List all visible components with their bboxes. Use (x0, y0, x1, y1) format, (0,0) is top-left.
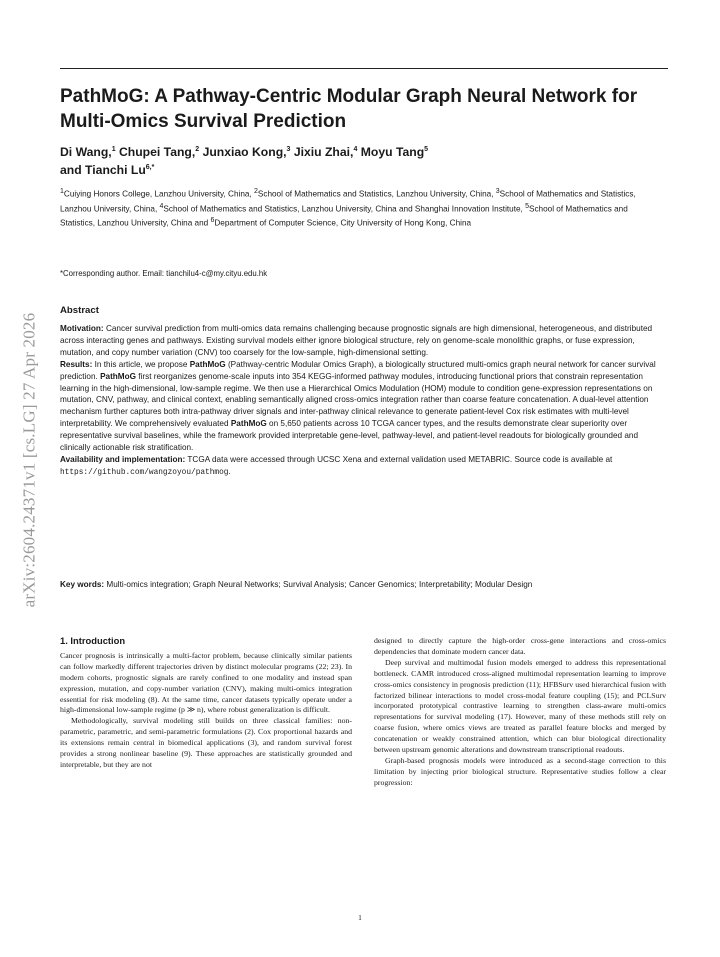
paragraph: designed to directly capture the high-order cross-gene interactions and cross-omics dependencies that dominate modern cancer data. (374, 636, 666, 656)
motivation-label: Motivation: (60, 324, 104, 333)
affiliation-text: School of Mathematics and Statistics, Lanzhou University, China, (257, 189, 496, 199)
paragraph: Methodologically, survival modeling still builds on three classical families: non-parametric, parametric, and semi-parametric formulations (2). Cox proportional hazards and its extensions remain central in biomedical applications (3), and random survival forest provides a strong nonlinear baseline (9). These approaches are statistically grounded and interpretable, but they are not (60, 716, 352, 769)
motivation-text: Cancer survival prediction from multi-omics data remains challenging because prognostic signals are high dimensional, heterogeneous, and distributed across interacting genes and pathways. Existing survival models either ignore biological structure, rely on genome-scale monolithic graphs, or fuse expression, mutation, and copy number variation (CNV) too coarsely for the low-sample, high-dimensional setting. (60, 324, 653, 357)
availability-label: Availability and implementation: (60, 454, 186, 464)
method-name: PathMoG (230, 419, 267, 429)
method-name: PathMoG (100, 371, 136, 381)
author-name: Chupei Tang, (118, 145, 196, 160)
source-code-link[interactable]: https://github.com/wangzoyou/pathmog (60, 468, 229, 477)
paragraph: Cancer prognosis is intrinsically a multi-factor problem, because clinically similar patients can follow markedly different trajectories driven by distinct molecular programs (22; 23). In modern cohorts, prognostic signals are rarely confined to one modality and instead span expression, mutation, and copy-number variation (CNV), making multi-omics integration essential for risk modeling (8). At the same time, cancer datasets typically operate under a high-dimensional low-sample regime (p ≫ n), where robust generalization is difficult. (60, 650, 352, 715)
results-text: first reorganizes genome-scale inputs into 354 KEGG-informed pathway modules, introducing functional priors that constrain representation learning in the high-dimensional, low-sample regime. We then use a Hierarchical Omics Modulation (HOM) module to condition gene-expression representations on mutation, CNV, pathway, and clinical context, enabling semantically aligned cross-omics integration rather than coarse feature concatenation. A dual-level attention mechanism further captures both intra-pathway driver signals and inter-pathway clinical relevance to generate patient-level Cox risk estimates with multi-level interpretability. We comprehensively evaluated (60, 371, 653, 429)
method-name: PathMoG (189, 359, 226, 369)
affiliation-text: Department of Computer Science, City University of Hong Kong, China (214, 219, 472, 229)
results-text: In this article, we propose (94, 359, 188, 369)
header-rule (60, 68, 668, 69)
author-mark: 3 (286, 146, 291, 153)
affiliation-mark: 1 (60, 188, 64, 195)
keywords (60, 579, 660, 591)
affiliation-mark: 3 (495, 188, 500, 195)
abstract-results (60, 359, 660, 454)
results-label: Results: (60, 359, 93, 369)
author-list (60, 142, 660, 178)
affiliation-text: School of Mathematics and Statistics, Lanzhou University, China and (60, 204, 628, 229)
author-name: Jixiu Zhai, (293, 145, 354, 160)
abstract-body (60, 323, 660, 480)
results-text: (Pathway-centric Modular Omics Graph), a biologically structured multi-omics graph neural network for cancer survival prediction. (60, 359, 656, 381)
author-mark: 2 (195, 146, 200, 153)
author-name: Junxiao Kong, (202, 145, 287, 160)
section-heading: 1. Introduction (60, 635, 126, 646)
corresponding-author: *Corresponding author. Email: tianchilu4-c@my.cityu.edu.hk (60, 269, 268, 278)
arxiv-identifier (8, 260, 50, 660)
author-name: Di Wang, (60, 145, 112, 160)
column-left (60, 636, 352, 771)
affiliation-mark: 2 (253, 188, 258, 195)
affiliations (60, 186, 660, 230)
author-mark: 4 (353, 146, 358, 153)
arxiv-identifier-text: arXiv:2604.24371v1 [cs.LG] 27 Apr 2026 (19, 312, 38, 608)
paper-title: PathMoG: A Pathway-Centric Modular Graph Neural Network for Multi-Omics Survival Prediction (60, 86, 638, 132)
paragraph: Graph-based prognosis models were introduced as a second-stage correction to this limitation by injecting prior biological structure. Representative studies follow a clear progression: (374, 755, 666, 787)
abstract-availability (60, 454, 660, 480)
author-name: Moyu Tang (360, 145, 425, 160)
author-name: and Tianchi Lu (60, 163, 146, 178)
availability-text: TCGA data were accessed through UCSC Xena and external validation used METABRIC. Source code is available at (187, 454, 613, 464)
keywords-label: Key words: (60, 580, 105, 589)
author-mark: 6,* (145, 164, 155, 172)
paragraph: Deep survival and multimodal fusion models emerged to address this representational bottleneck. CAMR introduced cross-aligned multimodal representation learning to improve cross-omics consistency in prognosis prediction (11); HFBSurv used hierarchical fusion with factorized bilinear interactions to model cross-modal feature coupling (15); and PCLSurv incorporated prototypical contrastive learning to strengthen class-aware multi-omics representations for survival modeling (17). However, many of these methods still rely on coarse fusion, where omics views are treated as parallel feature blocks and merged by concatenation or weakly constrained attention, which can blur biological directionality between upstream genomic alterations and downstream transcriptional readouts. (374, 657, 666, 755)
affiliation-text: School of Mathematics and Statistics, Lanzhou University, China, (60, 189, 636, 214)
abstract-motivation (60, 323, 660, 359)
period: . (228, 466, 231, 476)
affiliation-mark: 6 (210, 217, 215, 225)
keywords-text: Multi-omics integration; Graph Neural Networks; Survival Analysis; Cancer Genomics; Interpretability; Modular Design (106, 580, 533, 589)
affiliation-mark: 5 (525, 202, 529, 210)
affiliation-mark: 4 (159, 202, 164, 210)
author-mark: 1 (111, 146, 116, 153)
abstract-heading: Abstract (60, 305, 99, 316)
affiliation-text: Cuiying Honors College, Lanzhou University, China, (63, 189, 254, 199)
author-mark: 5 (424, 146, 429, 153)
page-number: 1 (358, 913, 362, 922)
affiliation-text: School of Mathematics and Statistics, Lanzhou University, China and Shanghai Innovation Institute, (163, 204, 526, 214)
column-right (374, 636, 666, 789)
results-text: on 5,650 patients across 10 TCGA cancer types, and the results demonstrate clear superiority over representative survival baselines, while the framework provided interpretable gene-level, pathway-level, and patient-level readouts for biologically grounded and clinically actionable risk stratification. (60, 419, 639, 453)
